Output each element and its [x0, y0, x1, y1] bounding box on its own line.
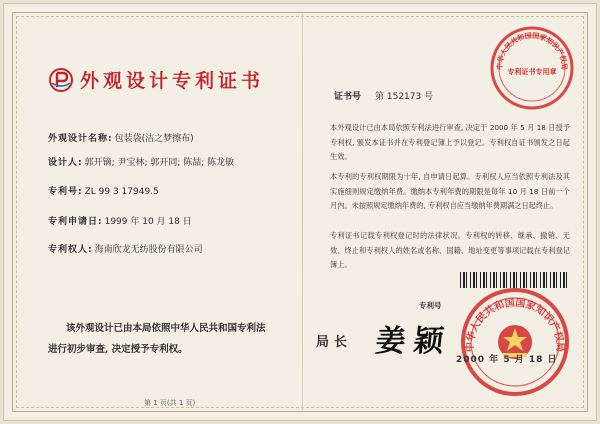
certificate-number-value: 第 152173 号 [375, 92, 434, 102]
top-seal-text: 中华人民共和国国家知识产权局 [495, 31, 569, 71]
declaration-line-1: 该外观设计已由本局依照中华人民共和国专利法 [66, 323, 266, 334]
patent-office-logo [48, 67, 74, 93]
director-signature: 姜颖 [373, 324, 454, 359]
design-name-label: 外观设计名称: [48, 134, 113, 144]
director-label: 局长 [316, 335, 353, 350]
patent-number-field [48, 184, 159, 197]
patent-number-value: ZL 99 3 17949.5 [84, 187, 159, 197]
designer-field [48, 155, 234, 168]
official-seal-text: 中华人民共和国国家知识产权局 [464, 297, 566, 353]
patentee-value: 海南欣龙无纺股份有限公司 [94, 245, 203, 255]
issue-date: 2000 年 5 月 18 日 [456, 355, 558, 365]
designer-label: 设计人: [48, 158, 83, 168]
patent-number-stamp-label: 专利号 [419, 301, 442, 310]
official-seal [440, 282, 590, 402]
application-date-label: 专利申请日: [48, 217, 103, 227]
certificate-number-label: 证书号 [334, 92, 362, 102]
patentee-label: 专利权人: [48, 245, 93, 255]
designer-value: 郭开镝; 尹宝林; 郭开同; 陈喆; 陈龙敏 [84, 158, 235, 168]
register-paragraph: 专利证书记载专利权登记时的法律状况。专利权的转移、继承、撤销、无效、终止和专利权人的姓名或名称、国籍、地址变更等事项记载在专利登记簿上。 [330, 231, 570, 269]
certificate-number [334, 89, 433, 102]
declaration-line-2: 进行初步审查, 决定授予专利权。 [48, 344, 188, 355]
page-number: 第 1 页(共 1 页) [144, 399, 196, 407]
application-date-field [48, 214, 192, 227]
design-name-value: 包装袋(洁之梦擦布) [114, 134, 194, 144]
design-name-field [48, 131, 194, 144]
patentee-field [48, 242, 203, 255]
certificate-title: 外观设计专利证书 [80, 70, 265, 92]
grant-paragraph: 本外观设计已由本局依照专利法进行审查, 决定于 2000 年 5 月 18 日授予专利权, 颁发本证书并在专利登记簿上予以登记。专利权自证书颁发之日起生效。 [330, 123, 570, 161]
top-seal [488, 24, 576, 112]
application-date-value: 1999 年 10 月 18 日 [104, 217, 192, 227]
patent-certificate [3, 3, 597, 421]
term-paragraph: 本专利的专利权期限为十年, 自申请日起算。专利权人应当依照专利法及其实施细则规定缴纳年费。缴纳本专利年费的期限是每年 10 月 18 日前一个月内。未按照规定缴纳年费的, 专利权自应当缴纳年费期满之日起终止。 [330, 172, 570, 210]
title-row [48, 66, 264, 93]
top-seal-center-text: 专利证书专用章 [507, 68, 557, 76]
center-fold [302, 14, 303, 410]
patent-number-label: 专利号: [48, 187, 83, 197]
